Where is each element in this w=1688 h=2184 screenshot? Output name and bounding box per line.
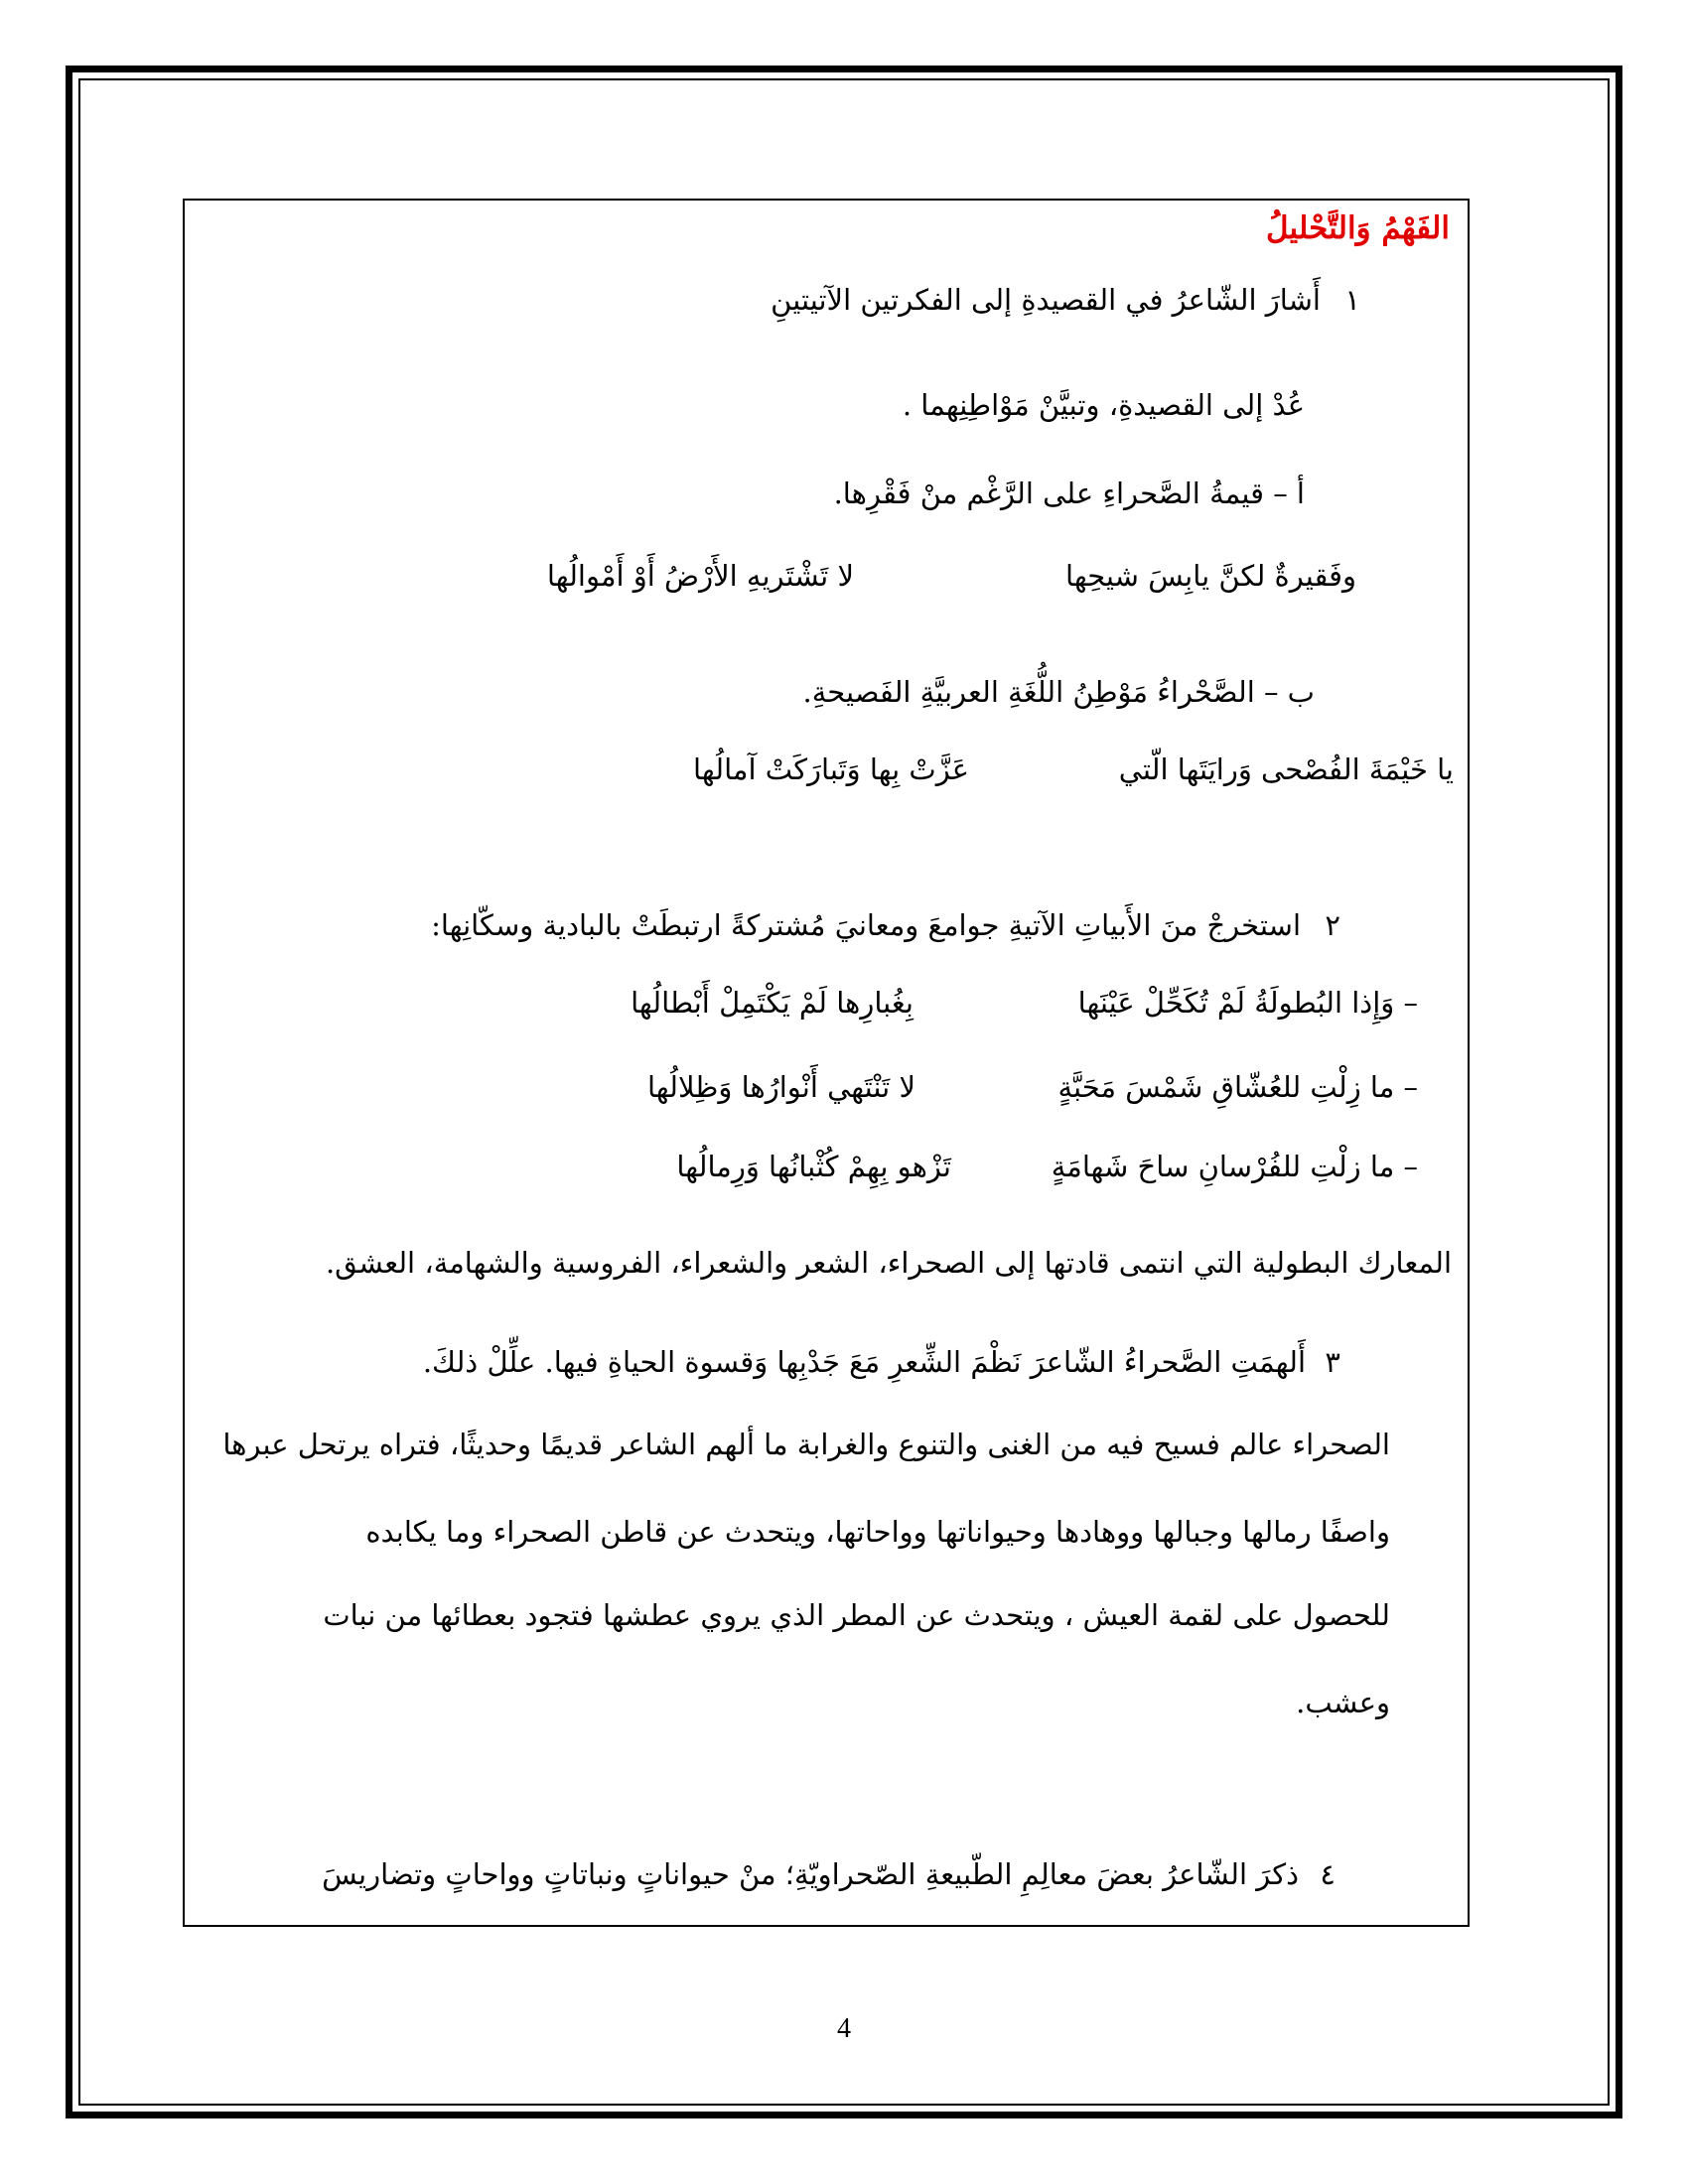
q3-answer-line-4: وعشب.	[1296, 1686, 1390, 1719]
q2-verse-2-first: – ما زِلْتِ للعُشّاقِ شَمْسَ مَحَبَّةٍ	[1057, 1070, 1418, 1104]
q2-verse-1-second: بِغُبارِها لَمْ يَكْتَمِلْ أَبْطالُها	[631, 986, 914, 1020]
q1-instruction: عُدْ إلى القصيدةِ، وتبيَّنْ مَوْاطِنِهما .	[902, 388, 1305, 422]
q3-number: ٣	[1325, 1345, 1340, 1379]
q2-answer: المعارك البطولية التي انتمى قادتها إلى الصحراء، الشعر والشعراء، الفروسية والشهامة، العشق.	[325, 1246, 1452, 1280]
q3-answer-line-1: الصحراء عالم فسيح فيه من الغنى والتنوع والغرابة ما ألهم الشاعر قديمًا وحديثًا، فتراه يرتحل عبرها	[222, 1428, 1390, 1461]
q3-text: أَلهمَتِ الصَّحراءُ الشّاعرَ نَظْمَ الشِّعرِ مَعَ جَدْبِها وَقسوة الحياةِ فيها. علِّلْ ذلكَ.	[422, 1345, 1306, 1379]
q3-answer-line-3: للحصول على لقمة العيش ، ويتحدث عن المطر الذي يروي عطشها فتجود بعطائها من نبات	[323, 1598, 1390, 1632]
page-number: 4	[837, 2013, 851, 2044]
section-title: الفَهْمُ وَالتَّحْليلُ	[1266, 210, 1450, 246]
q3-answer-line-2: واصفًا رمالها وجبالها ووهادها وحيواناتها وواحاتها، ويتحدث عن قاطن الصحراء وما يكابده	[365, 1515, 1390, 1549]
q2-verse-1-first: – وَإِذا البُطولَةُ لَمْ تُكَحِّلْ عَيْنَها	[1077, 986, 1418, 1020]
q1-point-b: ب – الصَّحْراءُ مَوْطِنُ اللُّغَةِ العربيَّةِ الفَصيحةِ.	[802, 675, 1315, 709]
q4-number: ٤	[1320, 1857, 1336, 1891]
q2-verse-3-second: تَزْهو بِهِمْ كُثْبانُها وَرِمالُها	[676, 1150, 951, 1183]
content-box	[183, 199, 1470, 1927]
q1-point-a: أ – قيمةُ الصَّحراءِ على الرَّغْم منْ فَقْرِها.	[833, 477, 1305, 510]
q1-b-verse-second-hemistich: عَزَّتْ بِها وَتَبارَكَتْ آمالُها	[693, 752, 969, 786]
q2-number: ٢	[1325, 908, 1340, 942]
q2-verse-2-second: لا تَنْتَهي أَنْوارُها وَظِلالُها	[646, 1070, 915, 1104]
q1-b-verse-first-hemistich: يا خَيْمَةَ الفُصْحى وَرايَتَها الّتي	[1118, 752, 1454, 786]
q1-a-verse-first-hemistich: وفَقيرةٌ لكنَّ يابِسَ شيحِها	[1065, 559, 1356, 593]
q1-number: ١	[1344, 283, 1360, 317]
q2-text: استخرجْ منَ الأَبياتِ الآتيةِ جوامعَ ومعانيَ مُشتركةً ارتبطَتْ بالبادية وسكّانِها:	[431, 908, 1301, 942]
q1-text: أَشارَ الشّاعرُ في القصيدةِ إلى الفكرتين الآتيتينِ	[771, 283, 1321, 317]
q2-verse-3-first: – ما زلْتِ للفُرْسانِ ساحَ شَهامَةٍ	[1051, 1150, 1418, 1183]
q1-a-verse-second-hemistich: لا تَشْتَريهِ الأَرْضُ أَوْ أَمْوالُها	[546, 559, 854, 593]
q4-text: ذكرَ الشّاعرُ بعضَ معالِمِ الطّبيعةِ الصّحراويّةِ؛ منْ حيواناتٍ ونباتاتٍ وواحاتٍ وتضاريسَ	[322, 1857, 1299, 1891]
